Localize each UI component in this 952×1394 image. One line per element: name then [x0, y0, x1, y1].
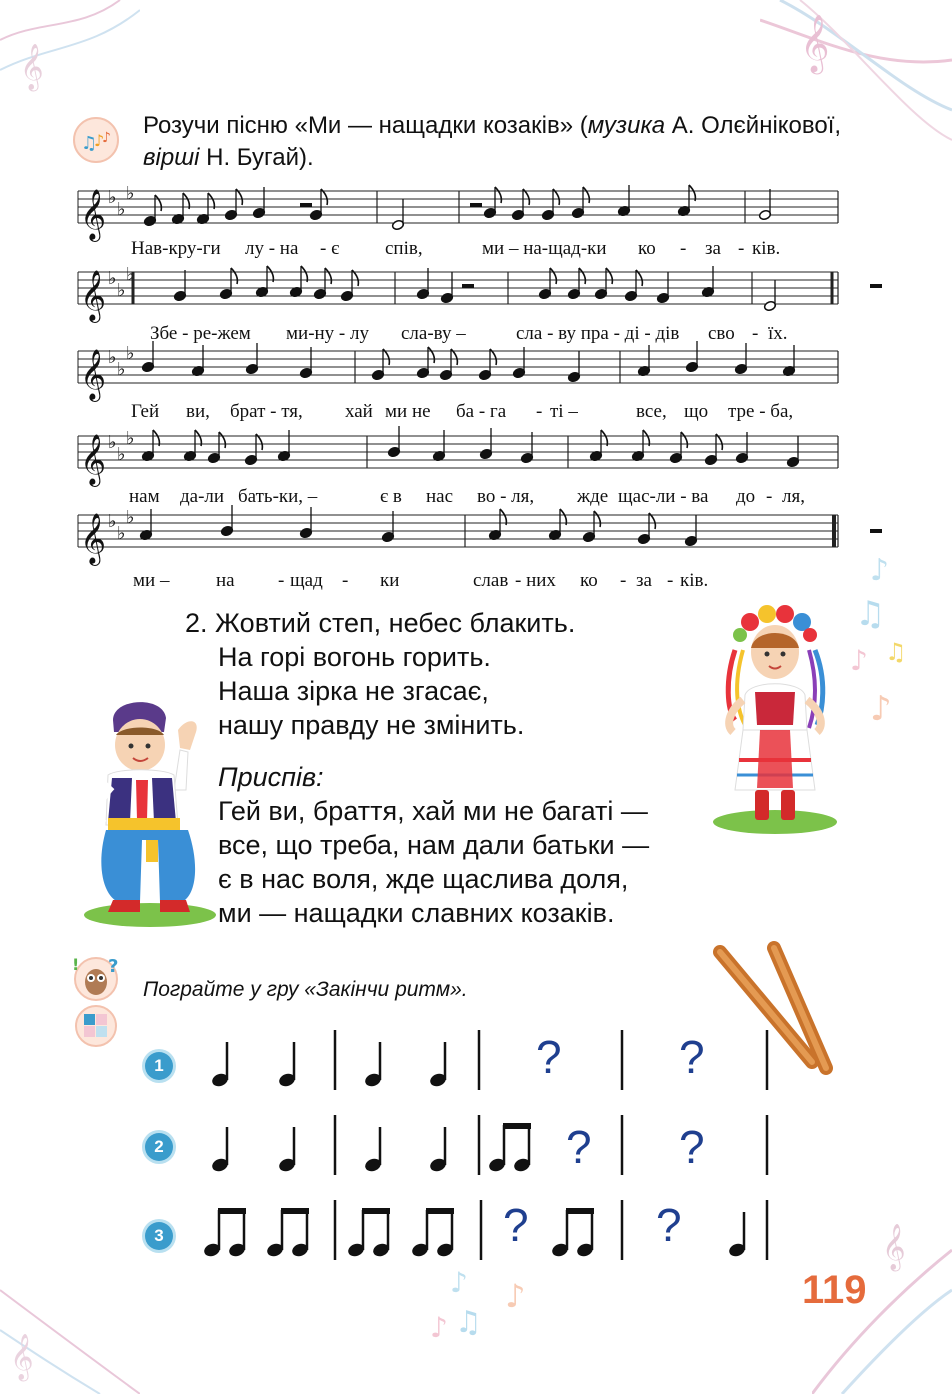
- floating-notes-decoration: [845, 545, 915, 730]
- lyrics-row-5: [80, 570, 840, 594]
- treble-clef-icon: 𝄞: [80, 270, 107, 321]
- lyric-syllable: ми – на-щад-ки: [482, 238, 607, 259]
- treble-clef-icon: 𝄞: [80, 434, 107, 485]
- lyric-syllable: - є: [320, 238, 340, 259]
- intro-line1-prefix: Розучи пісню «Ми — нащадки козаків» (: [143, 112, 588, 139]
- verse-number: 2.: [185, 608, 208, 638]
- lyric-syllable: ко: [580, 570, 598, 591]
- row-number-badge: 3: [145, 1222, 173, 1250]
- lyric-syllable: -: [752, 323, 759, 344]
- lyric-syllable: все,: [636, 401, 667, 422]
- row-number-badge: 1: [145, 1052, 173, 1080]
- lyric-syllable: ба - га: [456, 401, 507, 422]
- lyric-syllable: ко: [638, 238, 656, 259]
- lyric-syllable: -: [536, 401, 543, 422]
- lyrics-row-1: [80, 238, 840, 262]
- flat-sign-icon: ♭: [117, 444, 126, 465]
- svg-text:♪: ♪: [102, 130, 111, 146]
- lyric-syllable: да-ли: [180, 486, 225, 507]
- lyric-syllable: -: [342, 570, 349, 591]
- row-number-badge: 2: [145, 1133, 173, 1161]
- flat-sign-icon: ♭: [117, 359, 126, 380]
- note-beam: [426, 1208, 454, 1214]
- lyric-syllable: що: [684, 401, 709, 422]
- flat-sign-icon: ♭: [117, 199, 126, 220]
- lyric-syllable: слав: [473, 570, 509, 591]
- intro-verses-word: вірші: [143, 144, 200, 171]
- question-mark: ?: [503, 1199, 529, 1251]
- lyric-syllable: на: [216, 570, 235, 591]
- flat-sign-icon: ♭: [117, 280, 126, 301]
- lyric-syllable: Нав-кру-ги: [131, 238, 221, 259]
- flat-sign-icon: ♭: [126, 264, 135, 285]
- lyric-syllable: ми-ну - лу: [286, 323, 369, 344]
- flat-sign-icon: ♭: [126, 343, 135, 364]
- note-flag: [495, 187, 501, 203]
- lyric-syllable: за: [636, 570, 652, 591]
- flat-sign-icon: ♭: [108, 347, 117, 368]
- sheet-music-score: [0, 0, 952, 600]
- flat-sign-icon: ♭: [117, 523, 126, 544]
- note-flag: [583, 187, 589, 203]
- lyric-syllable: нас: [426, 486, 454, 507]
- svg-text:!: !: [72, 955, 80, 974]
- lyric-syllable: -: [766, 486, 773, 507]
- flat-sign-icon: ♭: [108, 268, 117, 289]
- note-beam: [503, 1123, 531, 1129]
- flat-sign-icon: ♭: [126, 507, 135, 528]
- lyric-syllable: сво: [708, 323, 735, 344]
- lyric-syllable: Гей: [131, 401, 160, 422]
- game-title: Пограйте у гру «Закінчи ритм».: [143, 978, 468, 1001]
- svg-text:♪: ♪: [505, 1277, 526, 1315]
- lyric-syllable: жде: [577, 486, 609, 507]
- svg-text:𝄞: 𝄞: [800, 14, 830, 72]
- chorus-label: Приспів:: [218, 762, 324, 792]
- question-mark: ?: [656, 1199, 682, 1251]
- svg-text:𝄞: 𝄞: [10, 1334, 34, 1380]
- intro-line2-suffix: Н. Бугай).: [199, 144, 314, 171]
- note-flag: [428, 347, 434, 363]
- lyric-syllable: ми не: [385, 401, 431, 422]
- lyrics-row-4: [80, 486, 840, 510]
- rest-mark: [870, 529, 882, 533]
- note-flag: [325, 268, 331, 284]
- lyric-syllable: -: [738, 238, 745, 259]
- lyric-syllable: сла - ву пра - ді - дів: [516, 323, 680, 344]
- owl-icon: [72, 952, 124, 1002]
- rest-mark: [470, 203, 482, 207]
- lyrics-row-3: [80, 401, 840, 425]
- lyric-syllable: сла-ву –: [401, 323, 466, 344]
- corner-decoration-bottom-left: [0, 1260, 140, 1394]
- flat-sign-icon: ♭: [108, 511, 117, 532]
- svg-text:♫: ♫: [885, 638, 907, 666]
- lyric-syllable: брат - тя,: [230, 401, 303, 422]
- lyric-syllable: ки: [380, 570, 400, 591]
- note-beam: [218, 1208, 246, 1214]
- note-flag: [606, 268, 612, 284]
- question-mark: ?: [679, 1031, 705, 1083]
- lyric-syllable: ті –: [550, 401, 578, 422]
- intro-music-word: музика: [587, 112, 666, 139]
- verse-2: [185, 606, 575, 742]
- lyric-syllable: Збе - ре-жем: [150, 323, 251, 344]
- treble-clef-icon: 𝄞: [80, 189, 107, 240]
- svg-text:♪: ♪: [870, 689, 892, 729]
- chorus-line: ми — нащадки славних козаків.: [218, 898, 615, 928]
- lyric-syllable: нам: [129, 486, 160, 507]
- lyric-syllable: - них: [515, 570, 556, 591]
- lyric-syllable: -: [680, 238, 687, 259]
- lyric-syllable: ків.: [752, 238, 781, 259]
- lyric-syllable: є в: [380, 486, 402, 507]
- lyric-syllable: спів,: [385, 238, 423, 259]
- svg-text:♪: ♪: [870, 553, 890, 588]
- rest-mark: [300, 203, 312, 207]
- rhythm-game: [0, 1010, 952, 1270]
- lyric-syllable: тре - ба,: [728, 401, 794, 422]
- chorus-line: є в нас воля, жде щаслива доля,: [218, 864, 629, 894]
- question-mark: ?: [679, 1121, 705, 1173]
- chorus: [218, 760, 649, 930]
- chorus-line: Гей ви, браття, хай ми не багаті —: [218, 796, 648, 826]
- lyric-syllable: -: [278, 570, 285, 591]
- verse-line: Наша зірка не згасає,: [218, 676, 489, 706]
- lyrics-row-2: [80, 323, 840, 347]
- chorus-line: все, що треба, нам дали батьки —: [218, 830, 650, 860]
- verse-line: нашу правду не змінить.: [218, 710, 525, 740]
- lyric-syllable: їх.: [768, 323, 788, 344]
- note-beam: [566, 1208, 594, 1214]
- lyric-syllable: щад: [290, 570, 323, 591]
- svg-text:♪: ♪: [430, 1311, 448, 1344]
- note-beam: [362, 1208, 390, 1214]
- lyric-syllable: -: [620, 570, 627, 591]
- note-flag: [579, 268, 585, 284]
- verse-line: На горі вогонь горить.: [218, 642, 491, 672]
- svg-text:?: ?: [108, 956, 119, 977]
- lyric-syllable: -: [667, 570, 674, 591]
- flat-sign-icon: ♭: [108, 187, 117, 208]
- treble-clef-icon: 𝄞: [80, 349, 107, 400]
- note-flag: [219, 432, 225, 448]
- svg-text:♫: ♫: [855, 594, 886, 634]
- note-flag: [681, 432, 687, 448]
- intro-line1-suffix: А. Олєйнікової,: [665, 112, 842, 139]
- svg-text:𝄞: 𝄞: [20, 44, 44, 90]
- flat-sign-icon: ♭: [126, 428, 135, 449]
- svg-text:♫: ♫: [455, 1305, 482, 1340]
- question-mark: ?: [536, 1031, 562, 1083]
- lyric-syllable: хай: [345, 401, 373, 422]
- lyric-syllable: за: [705, 238, 721, 259]
- svg-text:♫: ♫: [81, 133, 98, 154]
- question-mark: ?: [566, 1121, 592, 1173]
- note-flag: [594, 511, 600, 527]
- verse-line: Жовтий степ, небес блакить.: [215, 608, 576, 638]
- note-flag: [550, 268, 556, 284]
- svg-text:♪: ♪: [450, 1266, 468, 1299]
- lyric-syllable: ків.: [680, 570, 709, 591]
- lyric-syllable: лу - на: [245, 238, 299, 259]
- lyric-syllable: ви,: [186, 401, 210, 422]
- girl-vinok-illustration: [705, 600, 845, 840]
- rest-mark: [462, 284, 474, 288]
- note-flag: [155, 195, 161, 211]
- rest-mark: [870, 284, 882, 288]
- lyric-syllable: во - ля,: [477, 486, 535, 507]
- lyric-syllable: щас-ли - ва: [618, 486, 709, 507]
- lyric-syllable: ля,: [782, 486, 805, 507]
- svg-text:♪: ♪: [94, 131, 105, 150]
- note-flag: [231, 268, 237, 284]
- flat-sign-icon: ♭: [126, 183, 135, 204]
- svg-text:♪: ♪: [850, 644, 868, 677]
- svg-text:𝄞: 𝄞: [882, 1224, 906, 1270]
- bottom-notes-decoration: [420, 1262, 540, 1347]
- note-beam: [281, 1208, 309, 1214]
- lyric-syllable: до: [736, 486, 756, 507]
- lyric-syllable: бать-ки, –: [238, 486, 318, 507]
- lyric-syllable: ми –: [133, 570, 170, 591]
- page-number: 119: [802, 1268, 867, 1312]
- flat-sign-icon: ♭: [108, 432, 117, 453]
- treble-clef-icon: 𝄞: [80, 513, 107, 564]
